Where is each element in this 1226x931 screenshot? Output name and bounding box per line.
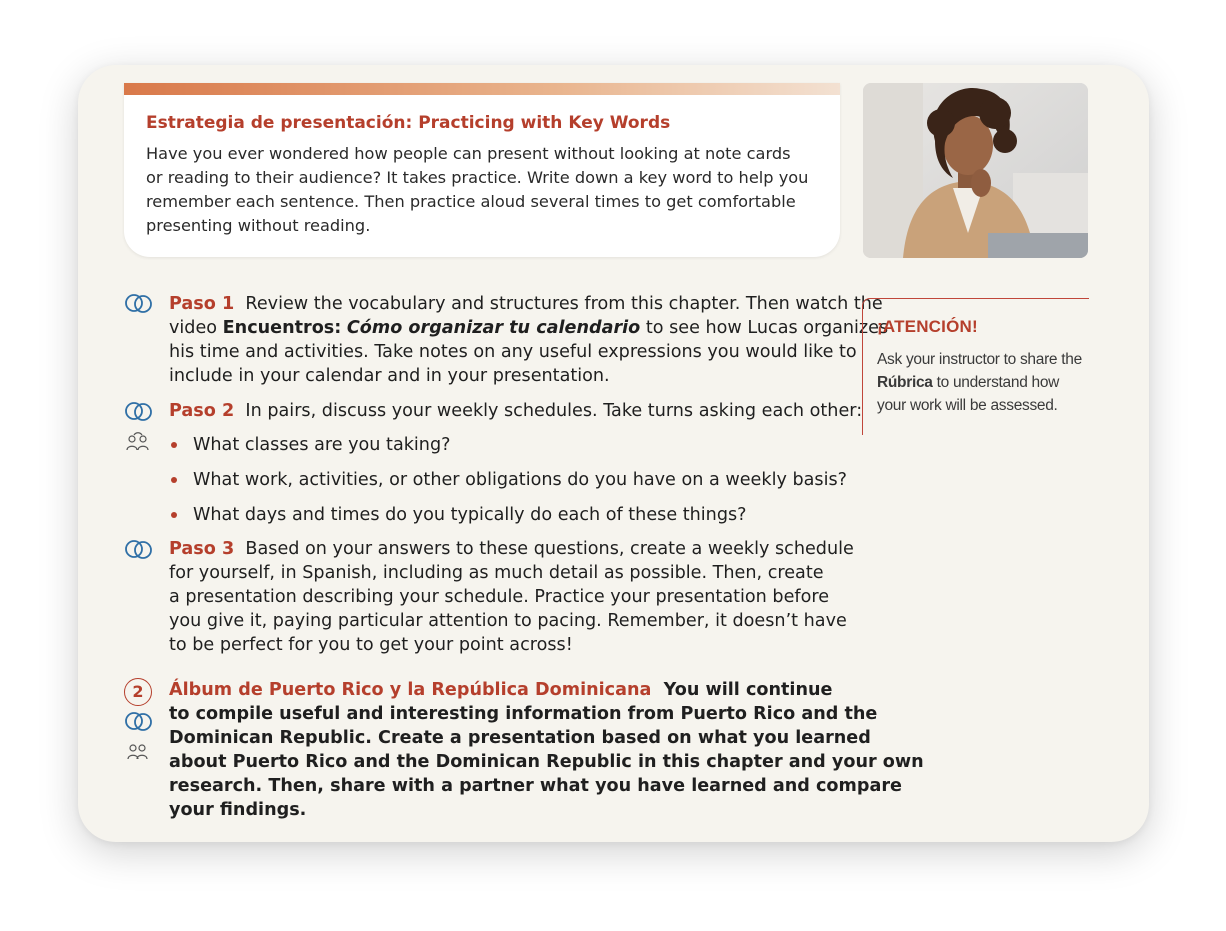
paso1-text: to see how Lucas organizes	[645, 318, 889, 338]
atencion-heading: ¡ATENCIÓN!	[877, 317, 978, 336]
atencion-line: your work will be assessed.	[877, 397, 1058, 414]
strategy-accent-bar	[124, 83, 840, 95]
paso3-text: Based on your answers to these questions, create a weekly schedule	[245, 539, 854, 559]
bullet-dot	[171, 512, 177, 518]
album-line	[169, 678, 832, 702]
video-title: Cómo organizar tu calendario	[346, 318, 641, 338]
paso3-line: to be perfect for you to get your point across!	[169, 635, 573, 655]
bullet-dot	[171, 477, 177, 483]
paso1-line: include in your calendar and in your presentation.	[169, 366, 610, 386]
paso1-line	[169, 292, 883, 316]
paso3-label: Paso 3	[169, 539, 235, 559]
paso3-line	[169, 537, 854, 561]
atencion-line	[877, 371, 1082, 394]
paso2-text: In pairs, discuss your weekly schedules. Take turns asking each other:	[245, 401, 863, 421]
paso2-label: Paso 2	[169, 401, 235, 421]
link-circles-icon	[124, 538, 154, 560]
bullet-dot	[171, 442, 177, 448]
bullet-item: What classes are you taking?	[193, 435, 451, 455]
album-text: You will continue	[663, 680, 833, 700]
strategy-line: presenting without reading.	[146, 216, 371, 235]
link-circles-icon	[124, 400, 154, 422]
link-circles-icon	[124, 710, 154, 732]
paso1-label: Paso 1	[169, 294, 235, 314]
album-line: research. Then, share with a partner what you have learned and compare	[169, 776, 902, 796]
people-icon	[126, 741, 150, 763]
paso1-text: video	[169, 318, 218, 338]
strategy-title: Estrategia de presentación: Practicing with Key Words	[146, 113, 671, 133]
album-line: to compile useful and interesting information from Puerto Rico and the	[169, 704, 878, 724]
textbook-page	[78, 65, 1149, 842]
atencion-line: Ask your instructor to share the	[877, 351, 1082, 368]
student-photo-illustration	[863, 83, 1088, 258]
paso1-line: his time and activities. Take notes on any useful expressions you would like to	[169, 342, 857, 362]
paso3-line: you give it, paying particular attention to pacing. Remember, it doesn’t have	[169, 611, 847, 631]
paso3-line: for yourself, in Spanish, including as much detail as possible. Then, create	[169, 563, 824, 583]
album-line: Dominican Republic. Create a presentation based on what you learned	[169, 728, 871, 748]
paso1-text: Review the vocabulary and structures from this chapter. Then watch the	[245, 294, 883, 314]
video-name: Encuentros:	[222, 318, 342, 338]
paso3-line: a presentation describing your schedule. Practice your presentation before	[169, 587, 830, 607]
paso1-line	[169, 316, 888, 340]
strategy-box	[124, 83, 840, 257]
strategy-body	[146, 142, 826, 238]
atencion-text-part: to understand how	[936, 374, 1060, 391]
strategy-line: or reading to their audience? It takes practice. Write down a key word to help you	[146, 168, 809, 187]
bullet-item: What days and times do you typically do each of these things?	[193, 505, 747, 525]
pair-work-icon	[125, 431, 151, 453]
strategy-line: Have you ever wondered how people can present without looking at note cards	[146, 144, 791, 163]
atencion-box	[862, 298, 1089, 435]
bullet-item: What work, activities, or other obligations do you have on a weekly basis?	[193, 470, 847, 490]
rubrica-term: Rúbrica	[877, 374, 933, 391]
student-photo	[863, 83, 1088, 258]
link-circles-icon	[124, 292, 154, 314]
paso2-line	[169, 399, 862, 423]
album-line: your findings.	[169, 800, 307, 820]
strategy-line: remember each sentence. Then practice aloud several times to get comfortable	[146, 192, 796, 211]
atencion-text	[877, 348, 1082, 417]
album-title: Álbum de Puerto Rico y la República Dominicana	[169, 680, 652, 700]
album-line: about Puerto Rico and the Dominican Republic in this chapter and your own	[169, 752, 924, 772]
activity-number: 2	[124, 678, 152, 706]
